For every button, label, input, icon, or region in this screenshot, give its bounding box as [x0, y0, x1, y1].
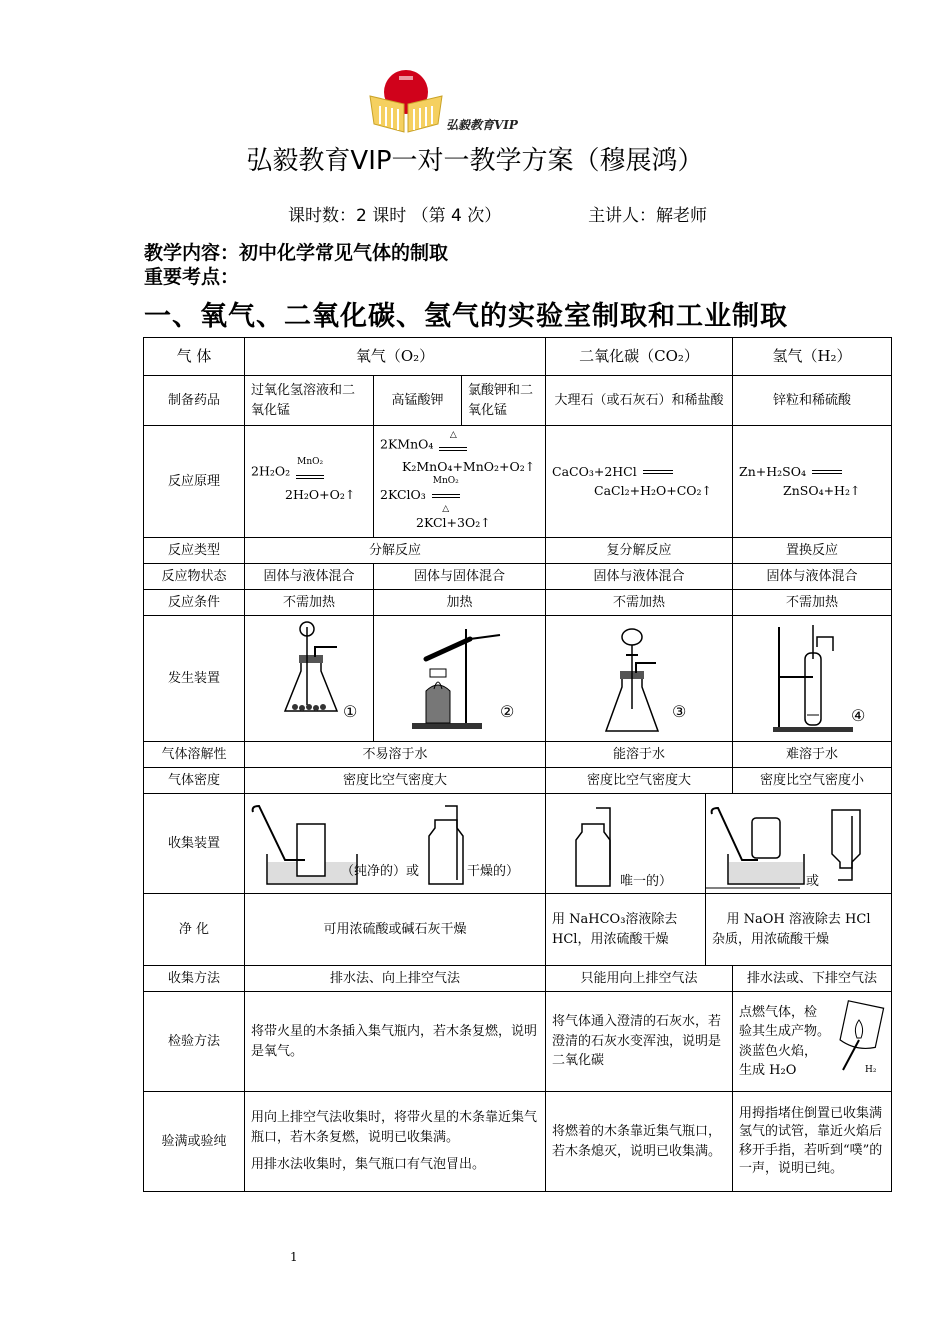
logo-text: 弘毅教育VIP: [446, 118, 518, 132]
cell-o2: 将带火星的木条插入集气瓶内，若木条复燃，说明是氧气。: [245, 992, 546, 1092]
cell-o2-a: 不需加热: [245, 590, 374, 616]
eq-right: ZnSO₄+H₂↑: [783, 482, 861, 498]
gas-preparation-table: [143, 337, 892, 1192]
document-title: 弘毅教育VIP一对一教学方案（穆展鸿）: [246, 146, 704, 176]
header-oxygen: 氧气（O₂）: [245, 338, 546, 376]
purify-h2-line: 杂质，用浓硫酸干燥: [712, 931, 830, 947]
test-h2-line: 验其生成产物。: [739, 1024, 831, 1039]
lesson-hours: 课时数：2 课时 （第 4 次）: [288, 206, 502, 226]
equals-sign-icon: [643, 470, 673, 474]
table-row: [144, 616, 892, 742]
gas-label: H₂: [865, 1065, 877, 1075]
apparatus-2-cell: [374, 616, 546, 742]
eq-condition: MnO₂: [297, 457, 324, 468]
cell-co2: 只能用向上排空气法: [546, 966, 733, 992]
teaching-content: 教学内容：初中化学常见气体的制取: [144, 242, 449, 264]
cell-h2: 固体与液体混合: [733, 564, 892, 590]
row-label: 气体溶解性: [144, 742, 245, 768]
row-label: 反应条件: [144, 590, 245, 616]
cell-co2: 不需加热: [546, 590, 733, 616]
equals-sign-icon: [439, 447, 467, 451]
page-number: 1: [290, 1250, 298, 1264]
cell-h2: [733, 992, 892, 1092]
row-label: 反应原理: [144, 426, 245, 538]
eq-condition: △: [449, 429, 457, 440]
collection-label: 唯一的）: [620, 873, 673, 889]
cell-h2: 不需加热: [733, 590, 892, 616]
cell-co2: 能溶于水: [546, 742, 733, 768]
table-row: [144, 426, 892, 538]
cell-o2-a: 过氧化氢溶液和二氧化锰: [245, 376, 374, 426]
equation-o2-a: [245, 426, 374, 538]
purify-h2-line: 用 NaOH 溶液除去 HCl: [726, 912, 871, 927]
eq-left: 2H₂O₂: [251, 463, 291, 479]
apparatus-3-cell: [546, 616, 733, 742]
row-label: 制备药品: [144, 376, 245, 426]
cell-o2-c: 氯酸钾和二氧化锰: [462, 376, 546, 426]
cell-o2: 排水法、向上排空气法: [245, 966, 546, 992]
separatory-funnel-flask-apparatus-icon: [546, 619, 733, 739]
cell-o2: 分解反应: [245, 538, 546, 564]
row-label: 发生装置: [144, 616, 245, 742]
table-row: [144, 590, 892, 616]
cell-o2-b: 加热: [374, 590, 546, 616]
key-points: 重要考点：: [144, 266, 240, 288]
equation-h2: [733, 426, 892, 538]
equals-sign-icon: [296, 475, 324, 479]
collection-label: 或: [806, 873, 820, 889]
header-h2: 氢气（H₂）: [733, 338, 892, 376]
check-o2-line: 用向上排空气法收集时，将带火星的木条靠近集气瓶口，若木条复燃，说明已收集满。: [251, 1110, 538, 1145]
table-row: [144, 768, 892, 794]
row-label: 检验方法: [144, 992, 245, 1092]
table-row: [144, 376, 892, 426]
row-label: 反应类型: [144, 538, 245, 564]
header-gas: 气 体: [144, 338, 245, 376]
eq-right: 2KCl+3O₂↑: [416, 514, 491, 530]
cell-co2: 大理石（或石灰石）和稀盐酸: [546, 376, 733, 426]
cell-co2: 将燃着的木条靠近集气瓶口，若木条熄灭，说明已收集满。: [546, 1092, 733, 1192]
cell-co2: 固体与液体混合: [546, 564, 733, 590]
collection-o2-cell: [245, 794, 546, 894]
conical-flask-funnel-apparatus-icon: [245, 619, 374, 739]
table-row: [144, 1092, 892, 1192]
table-row: [144, 794, 892, 894]
row-label: 收集方法: [144, 966, 245, 992]
eq-right: K₂MnO₄+MnO₂+O₂↑: [402, 459, 536, 475]
collection-label: （纯净的）或: [341, 863, 420, 879]
apparatus-number: ③: [672, 701, 687, 721]
cell-o2: 不易溶于水: [245, 742, 546, 768]
apparatus-number: ②: [500, 701, 515, 721]
cell-h2: 密度比空气密度小: [733, 768, 892, 794]
eq-left: 2KClO₃: [380, 486, 426, 502]
test-h2-line: 淡蓝色火焰，: [739, 1043, 818, 1059]
collection-co2-cell: [546, 794, 706, 894]
apparatus-1-cell: [245, 616, 374, 742]
test-h2-line: 生成 H₂O: [739, 1063, 797, 1078]
cell-co2: 复分解反应: [546, 538, 733, 564]
cell-o2-a: 固体与液体混合: [245, 564, 374, 590]
eq-right: CaCl₂+H₂O+CO₂↑: [594, 482, 712, 498]
cell-h2: 锌粒和稀硫酸: [733, 376, 892, 426]
table-row: [144, 538, 892, 564]
equation-o2-bc: [374, 426, 546, 538]
cell-o2: [245, 1092, 546, 1192]
lesson-info: [288, 201, 707, 226]
equals-sign-icon: [812, 470, 842, 474]
section-heading: 一、氧气、二氧化碳、氢气的实验室制取和工业制取: [144, 301, 788, 332]
test-tube-stand-apparatus-icon: [733, 619, 892, 739]
eq-left: 2KMnO₄: [380, 435, 434, 451]
cell-o2: 密度比空气密度大: [245, 768, 546, 794]
row-label: 气体密度: [144, 768, 245, 794]
apparatus-number: ①: [343, 701, 358, 721]
collection-h2-cell: [706, 794, 892, 894]
apparatus-number: ④: [851, 705, 866, 725]
cell-co2: 将气体通入澄清的石灰水，若澄清的石灰水变浑浊，说明是二氧化碳: [546, 992, 733, 1092]
water-and-downward-collection-icon: [706, 796, 892, 892]
eq-condition: △: [442, 503, 450, 514]
cell-h2: 用拇指堵住倒置已收集满氢气的试管，靠近火焰后移开手指，若听到“噗”的一声，说明已纯。: [733, 1092, 892, 1192]
cell-h2: 排水法或、下排空气法: [733, 966, 892, 992]
table-row: [144, 992, 892, 1092]
apparatus-4-cell: [733, 616, 892, 742]
row-label: 收集装置: [144, 794, 245, 894]
equation-co2: [546, 426, 733, 538]
eq-condition: MnO₂: [432, 476, 459, 486]
eq-left: Zn+H₂SO₄: [739, 463, 806, 479]
table-row: [144, 894, 892, 966]
cell-h2: [706, 894, 892, 966]
logo-emblem-icon: [366, 66, 446, 136]
cell-h2: 难溶于水: [733, 742, 892, 768]
cell-o2-b: 固体与固体混合: [374, 564, 546, 590]
eq-right: 2H₂O+O₂↑: [285, 487, 356, 502]
check-o2-line: 用排水法收集时，集气瓶口有气泡冒出。: [251, 1157, 486, 1173]
table-row: [144, 338, 892, 376]
cell-o2-b: 高锰酸钾: [374, 376, 462, 426]
header-co2: 二氧化碳（CO₂）: [546, 338, 733, 376]
row-label: 反应物状态: [144, 564, 245, 590]
table-row: [144, 742, 892, 768]
heating-test-tube-apparatus-icon: [374, 619, 546, 739]
row-label: 验满或验纯: [144, 1092, 245, 1192]
table-row: [144, 564, 892, 590]
cell-o2: 可用浓硫酸或碱石灰干燥: [245, 894, 546, 966]
cell-co2: 用 NaHCO₃溶液除去 HCl，用浓硫酸干燥: [546, 894, 706, 966]
cell-h2: 置换反应: [733, 538, 892, 564]
test-h2-line: 点燃气体，检: [739, 1004, 818, 1020]
cell-co2: 密度比空气密度大: [546, 768, 733, 794]
eq-left: CaCO₃+2HCl: [552, 463, 637, 479]
lecturer: 主讲人：解老师: [588, 206, 708, 226]
equals-sign-icon: [432, 494, 460, 498]
collection-label: 干燥的）: [467, 863, 520, 879]
table-row: [144, 966, 892, 992]
burning-hydrogen-beaker-icon: [831, 998, 887, 1078]
row-label: 净 化: [144, 894, 245, 966]
